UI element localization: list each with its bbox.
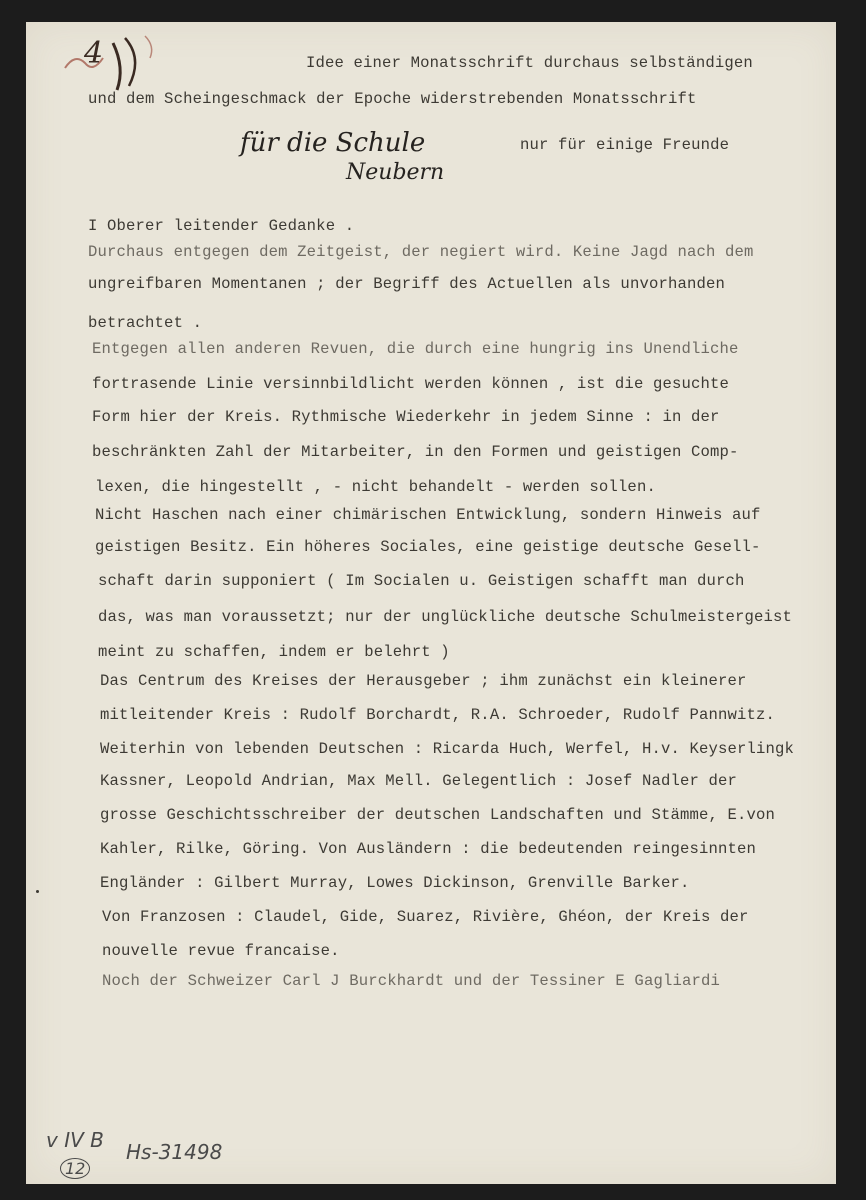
body-line: beschränkten Zahl der Mitarbeiter, in den Formen und geistigen Comp- <box>92 443 739 461</box>
body-line: Entgegen allen anderen Revuen, die durch eine hungrig ins Unendliche <box>92 340 739 358</box>
title-line-1: Idee einer Monatsschrift durchaus selbständigen <box>306 54 753 72</box>
body-line: Form hier der Kreis. Rythmische Wiederkehr in jedem Sinne : in der <box>92 408 720 426</box>
body-line: nouvelle revue francaise. <box>102 942 340 960</box>
item-number: 12 <box>60 1158 90 1179</box>
body-line: Weiterhin von lebenden Deutschen : Ricarda Huch, Werfel, H.v. Keyserlingk <box>100 740 795 758</box>
corner-ink-mark <box>55 28 165 98</box>
margin-dot <box>36 890 39 893</box>
body-line: Von Franzosen : Claudel, Gide, Suarez, Rivière, Ghéon, der Kreis der <box>102 908 749 926</box>
body-line: ungreifbaren Momentanen ; der Begriff des Actuellen als unvorhanden <box>88 275 726 293</box>
subtitle: nur für einige Freunde <box>520 136 730 154</box>
body-line: schaft darin supponiert ( Im Socialen u. Geistigen schafft man durch <box>98 572 745 590</box>
body-line: betrachtet . <box>88 314 203 332</box>
body-line: Noch der Schweizer Carl J Burckhardt und der Tessiner E Gagliardi <box>102 972 721 990</box>
corner-mark: 4 <box>84 36 104 71</box>
body-line: fortrasende Linie versinnbildlicht werden können , ist die gesuchte <box>92 375 730 393</box>
handwritten-note-1: für die Schule <box>240 128 426 158</box>
body-line: Nicht Haschen nach einer chimärischen Entwicklung, sondern Hinweis auf <box>95 506 761 524</box>
body-line: meint zu schaffen, indem er belehrt ) <box>98 643 450 661</box>
shelf-mark: v IV B <box>46 1128 104 1152</box>
body-line: Das Centrum des Kreises der Herausgeber ; ihm zunächst ein kleinerer <box>100 672 747 690</box>
section-heading: I Oberer leitender Gedanke . <box>88 217 355 235</box>
body-line: lexen, die hingestellt , - nicht behandelt - werden sollen. <box>95 478 656 496</box>
archive-signature: Hs-31498 <box>126 1140 223 1164</box>
body-line: Kassner, Leopold Andrian, Max Mell. Gelegentlich : Josef Nadler der <box>100 772 738 790</box>
body-line: geistigen Besitz. Ein höheres Sociales, eine geistige deutsche Gesell- <box>95 538 761 556</box>
body-line: Engländer : Gilbert Murray, Lowes Dickinson, Grenville Barker. <box>100 874 690 892</box>
document-page <box>26 22 836 1184</box>
body-line: mitleitender Kreis : Rudolf Borchardt, R.A. Schroeder, Rudolf Pannwitz. <box>100 706 776 724</box>
handwritten-note-2: Neubern <box>346 160 445 185</box>
title-line-2: und dem Scheingeschmack der Epoche widerstrebenden Monatsschrift <box>88 90 697 108</box>
body-line: Kahler, Rilke, Göring. Von Ausländern : die bedeutenden reingesinnten <box>100 840 757 858</box>
body-line: das, was man voraussetzt; nur der unglückliche deutsche Schulmeistergeist <box>98 608 793 626</box>
body-line: Durchaus entgegen dem Zeitgeist, der negiert wird. Keine Jagd nach dem <box>88 243 754 261</box>
body-line: grosse Geschichtsschreiber der deutschen Landschaften und Stämme, E.von <box>100 806 776 824</box>
